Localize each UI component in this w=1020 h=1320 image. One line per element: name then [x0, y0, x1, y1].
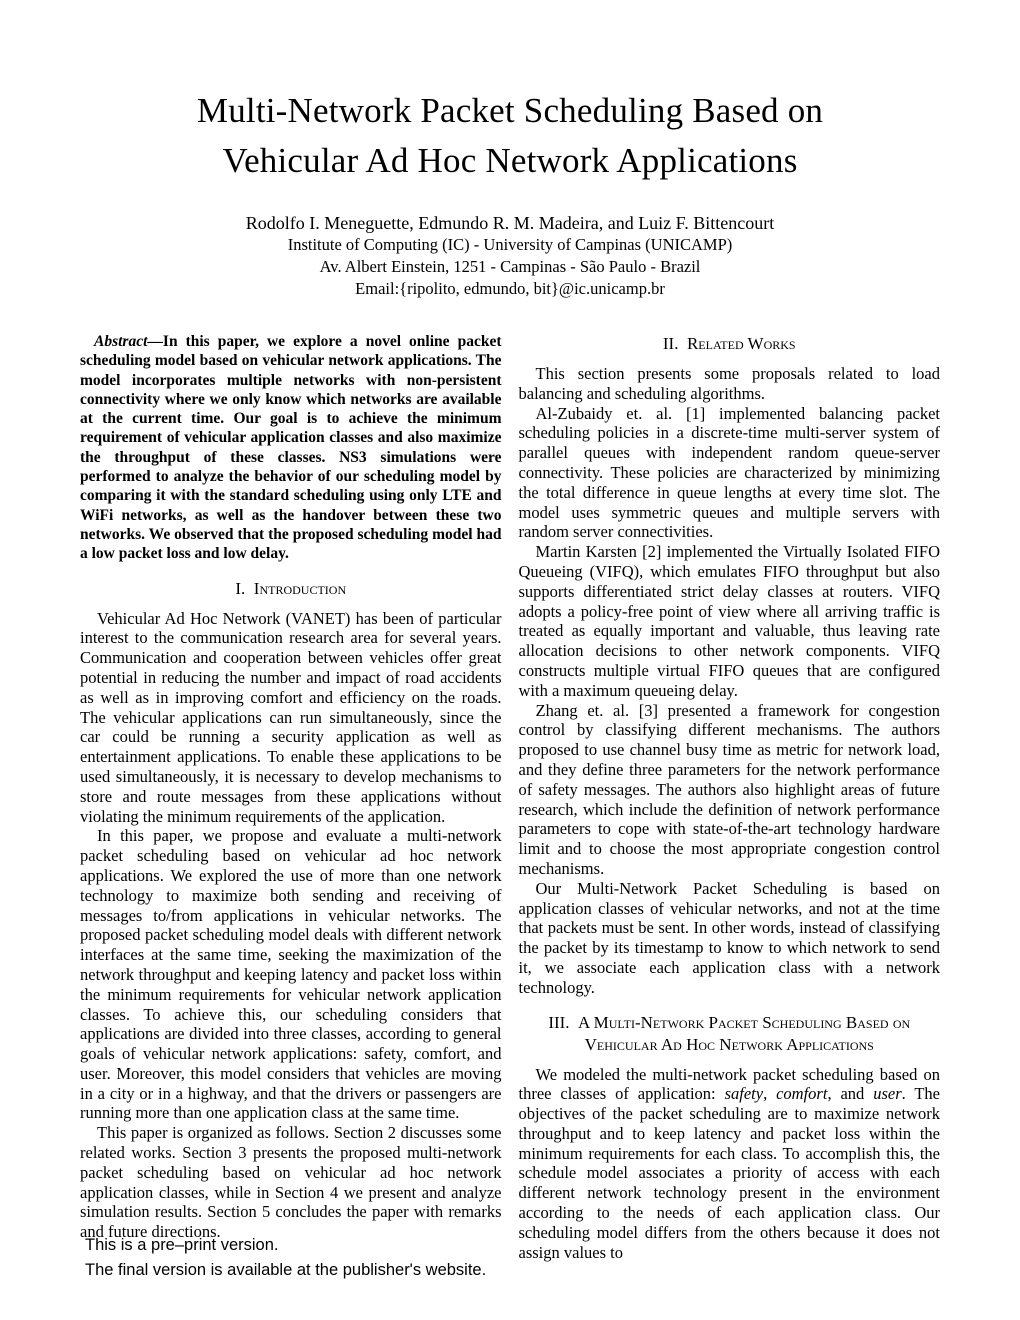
- intro-paragraph-1: Vehicular Ad Hoc Network (VANET) has been of particular interest to the communication research area for several years. Communication and cooperation between vehicles offer great potential in reducing the number and impact of road accidents as well as in improving comfort and efficiency on the roads. The vehicular applications can run simultaneously, since the car could be running a security application as well as entertainment applications. To enable these applications to be used simultaneously, it is necessary to develop mechanisms to store and route messages from these applications without violating the minimum requirements of the application.: [80, 608, 502, 826]
- section-heading-introduction: I. Introduction: [235, 578, 347, 598]
- left-column: [80, 332, 502, 1262]
- text-run: comfort: [776, 1084, 828, 1104]
- right-column: [519, 332, 941, 1262]
- related-works-paragraph-1: This section presents some proposals related to load balancing and scheduling algorithms.: [518, 364, 940, 403]
- paper-title-line2: Vehicular Ad Hoc Network Applications: [222, 141, 798, 180]
- preprint-note: [85, 1233, 486, 1283]
- text-run: . The objectives of the packet scheduling are to maximize network throughput and to keep latency and packet loss within the minimum requirements for each class. To accomplish this, the schedule model associates a priority of access with each different network technology present in the environment according to the needs of each application class. Our scheduling model differs from the others because it does not assign values to: [518, 1084, 941, 1262]
- text-run: user: [873, 1084, 902, 1104]
- text-run: We modeled the multi-network packet scheduling based on three classes of application:: [518, 1064, 940, 1104]
- paper-title: [80, 86, 940, 186]
- text-run: Abstract: [94, 333, 148, 350]
- related-works-paragraph-3: Martin Karsten [2] implemented the Virtually Isolated FIFO Queueing (VIFQ), which emulates FIFO throughput but also supports differentiated strict delay classes at routers. VIFQ adopts a policy-free point of view where all arriving traffic is treated as equally important and valuable, thus leaving rate allocation decisions to other network components. VIFQ constructs multiple virtual FIFO queues that are configured with a maximum queueing delay.: [518, 542, 940, 700]
- abstract-paragraph: [80, 332, 502, 564]
- section-heading-multi-network-scheduling: III. A Multi-Network Packet Scheduling Based on Vehicular Ad Hoc Network Applications: [548, 1012, 911, 1054]
- related-works-paragraph-2: Al-Zubaidy et. al. [1] implemented balancing packet scheduling policies in a discrete-time multi-server system of parallel queues with independent random queue-server connectivity. These policies are characterized by minimizing the total difference in queue lengths at every time slot. The model uses symmetric queues and multiple servers with random server connectivities.: [518, 403, 940, 542]
- two-column-body: [80, 332, 940, 1262]
- address-line: Av. Albert Einstein, 1251 - Campinas - São Paulo - Brazil: [319, 257, 701, 276]
- paper-title-line1: Multi-Network Packet Scheduling Based on: [196, 91, 824, 130]
- scheduling-paragraph-1: [519, 1065, 941, 1263]
- text-run: —In this paper, we explore a novel online packet scheduling model based on vehicular network applications. The model incorporates multiple networks with non-persistent connectivity where we only know which networks are available at the current time. Our goal is to achieve the minimum requirement of vehicular application classes and also maximize the throughput of these classes. NS3 simulations were performed to analyze the behavior of our scheduling model by comparing it with the standard scheduling using only LTE and WiFi networks, as well as the handover between these two networks. We observed that the proposed scheduling model had a low packet loss and low delay.: [80, 333, 502, 563]
- related-works-paragraph-4: Zhang et. al. [3] presented a framework for congestion control by classifying different mechanisms. The authors proposed to use channel busy time as metric for network load, and they define three parameters for the network performance of safety messages. The authors also highlight areas of future research, which include the definition of network performance parameters to cope with state-of-the-art technology hardware limit and to choose the most appropriate congestion control mechanisms.: [518, 700, 940, 878]
- text-run: safety: [724, 1084, 764, 1104]
- preprint-note-line1: This is a pre–print version.: [85, 1236, 279, 1254]
- authors-line: Rodolfo I. Meneguette, Edmundo R. M. Madeira, and Luiz F. Bittencourt: [245, 213, 775, 233]
- email-line: Email:{ripolito, edmundo, bit}@ic.unicamp.br: [355, 279, 665, 298]
- affiliation-line: Institute of Computing (IC) - University of Campinas (UNICAMP): [287, 235, 733, 254]
- text-run: ,: [763, 1084, 777, 1104]
- title-block: [80, 86, 940, 300]
- section-heading-related-works: II. Related Works: [662, 334, 796, 353]
- intro-paragraph-3: This paper is organized as follows. Section 2 discusses some related works. Section 3 presents the proposed multi-network packet scheduling based on vehicular ad hoc network application classes, while in Section 4 we present and analyze simulation results. Section 5 concludes the paper with remarks and future directions.: [80, 1123, 502, 1242]
- related-works-paragraph-5: Our Multi-Network Packet Scheduling is based on application classes of vehicular networks, and not at the time that packets must be sent. In other words, instead of classifying the packet by its timestamp to know to which network to send it, we associate each application class with a network technology.: [518, 878, 940, 997]
- preprint-note-line2: The final version is available at the publisher's website.: [85, 1261, 487, 1279]
- text-run: , and: [827, 1084, 874, 1104]
- intro-paragraph-2: In this paper, we propose and evaluate a multi-network packet scheduling based on vehicular ad hoc network applications. We explored the use of more than one network technology to maximize both sending and receiving of messages to/from applications in vehicular networks. The proposed packet scheduling model deals with different network interfaces at the same time, seeking the maximization of the network throughput and keeping latency and packet loss within the minimum requirements for vehicular network application classes. To achieve this, our scheduling considers that applications are divided into three classes, according to general goals of vehicular network applications: safety, comfort, and user. Moreover, this model considers that vehicles are moving in a city or in a highway, and that the drivers or passengers are running more than one application class at the same time.: [80, 826, 502, 1123]
